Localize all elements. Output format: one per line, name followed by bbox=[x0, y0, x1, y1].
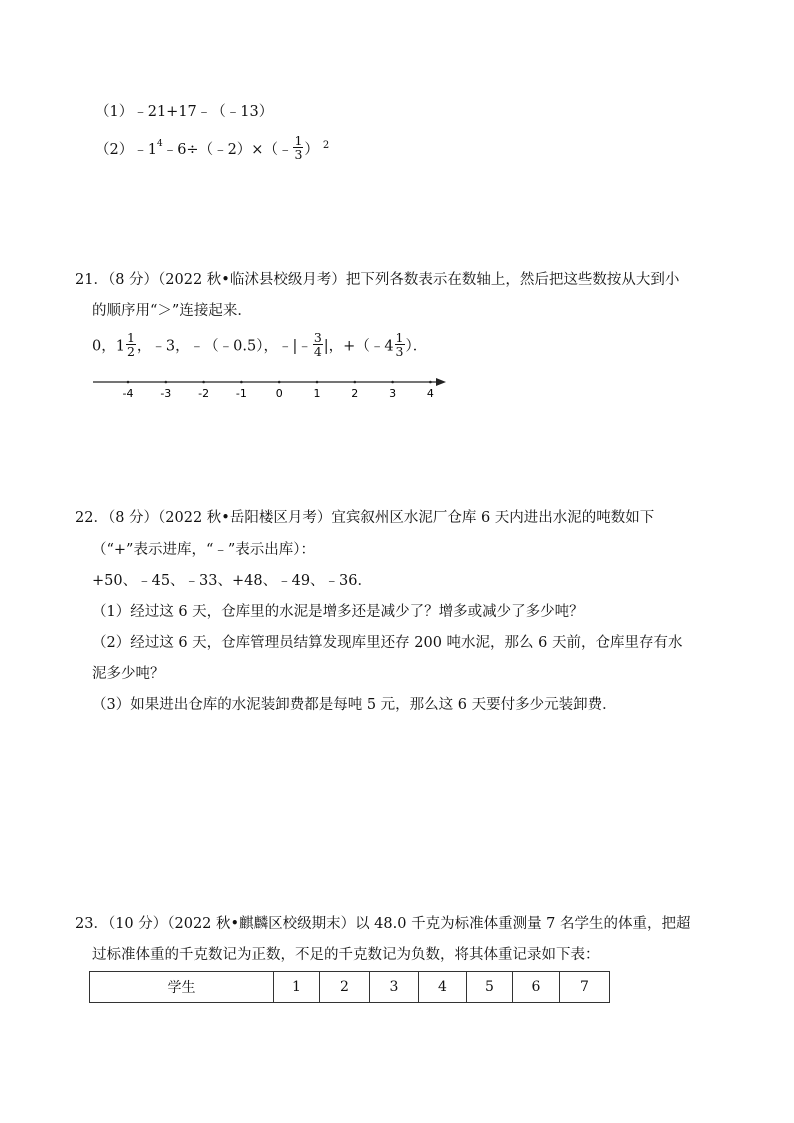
numerator: 1 bbox=[126, 330, 135, 345]
exponent: 4 bbox=[156, 139, 163, 149]
q22-data: +50、﹣45、﹣33、+48、﹣49、﹣36． bbox=[92, 573, 373, 589]
q21-numbers bbox=[92, 330, 428, 360]
tick-mark bbox=[127, 381, 130, 384]
tick-mark bbox=[165, 381, 168, 384]
number-text: ，﹣3，﹣（﹣0.5），﹣|﹣ bbox=[136, 338, 312, 355]
tick-mark bbox=[316, 381, 319, 384]
table-cell-student-3: 3 bbox=[370, 972, 419, 1003]
q21-heading-cont: 的顺序用“＞”连接起来． bbox=[92, 303, 252, 319]
fraction bbox=[313, 331, 323, 358]
q23-heading-cont: 过标准体重的千克数记为正数，不足的千克数记为负数，将其体重记录如下表： bbox=[92, 947, 600, 963]
numerator: 3 bbox=[313, 330, 322, 345]
expression: ） bbox=[304, 141, 319, 158]
table-cell-student-4: 4 bbox=[419, 972, 467, 1003]
expression: ﹣6÷（﹣2）×（﹣ bbox=[162, 141, 293, 158]
fraction bbox=[126, 331, 136, 358]
tick-label: -4 bbox=[122, 387, 134, 400]
number-text: 0，1 bbox=[92, 338, 125, 355]
part-label: （1） bbox=[95, 104, 134, 120]
denominator: 3 bbox=[294, 147, 303, 163]
denominator: 3 bbox=[395, 344, 404, 359]
tick-label: 4 bbox=[426, 387, 434, 400]
number-line bbox=[90, 372, 450, 402]
denominator: 4 bbox=[313, 344, 322, 359]
numerator: 1 bbox=[294, 133, 303, 149]
table-header-cell: 学生 bbox=[90, 972, 274, 1003]
arrow-icon bbox=[436, 378, 446, 386]
student-weight-table bbox=[89, 971, 610, 1003]
tick-mark bbox=[240, 381, 243, 384]
q22-heading-cont: （“+”表示进库，“﹣”表示出库）： bbox=[92, 542, 316, 558]
fraction bbox=[293, 134, 303, 161]
q21-heading: 21．（8 分）（2022 秋•临沭县校级月考）把下列各数表示在数轴上，然后把这些数按从大到小 bbox=[75, 272, 680, 288]
table-cell-student-7: 7 bbox=[560, 972, 610, 1003]
tick-mark bbox=[202, 381, 205, 384]
number-line-ticks bbox=[123, 381, 434, 400]
table-cell-student-2: 2 bbox=[320, 972, 370, 1003]
tick-mark bbox=[391, 381, 394, 384]
table-cell-student-5: 5 bbox=[467, 972, 513, 1003]
tick-mark bbox=[278, 381, 281, 384]
denominator: 2 bbox=[126, 344, 135, 359]
tick-label: 3 bbox=[389, 387, 397, 400]
q23-heading: 23．（10 分）（2022 秋•麒麟区校级期末）以 48.0 千克为标准体重测量 7 名学生的体重，把超 bbox=[75, 916, 691, 932]
tick-label: -2 bbox=[198, 387, 210, 400]
exponent: 2 bbox=[322, 139, 330, 151]
number-text: ）． bbox=[405, 338, 428, 355]
tick-mark bbox=[354, 381, 357, 384]
q22-part2: （2）经过这 6 天，仓库管理员结算发现库里还存 200 吨水泥，那么 6 天前，仓库里存有水 bbox=[92, 635, 683, 651]
tick-mark bbox=[429, 381, 432, 384]
table-cell-student-1: 1 bbox=[274, 972, 320, 1003]
q20-part1 bbox=[95, 102, 273, 122]
fraction bbox=[395, 331, 405, 358]
tick-label: 1 bbox=[313, 387, 321, 400]
q22-heading: 22．（8 分）（2022 秋•岳阳楼区月考）宜宾叙州区水泥厂仓库 6 天内进出水泥的吨数如下 bbox=[75, 510, 655, 526]
q22-part2-cont: 泥多少吨？ bbox=[92, 666, 165, 682]
numerator: 1 bbox=[395, 330, 404, 345]
table-cell-student-6: 6 bbox=[513, 972, 560, 1003]
number-text: |，+（﹣4 bbox=[323, 338, 394, 355]
expression: ﹣21+17﹣（﹣13） bbox=[133, 104, 274, 120]
q22-part3: （3）如果进出仓库的水泥装卸费都是每吨 5 元，那么这 6 天要付多少元装卸费． bbox=[92, 697, 617, 713]
q22-part1: （1）经过这 6 天，仓库里的水泥是增多还是减少了？增多或减少了多少吨？ bbox=[92, 604, 584, 620]
tick-label: 0 bbox=[275, 387, 283, 400]
tick-label: 2 bbox=[351, 387, 359, 400]
expression: ﹣1 bbox=[133, 141, 157, 158]
q20-part2 bbox=[95, 133, 330, 163]
table-row bbox=[90, 972, 610, 1003]
tick-label: -3 bbox=[160, 387, 172, 400]
tick-label: -1 bbox=[235, 387, 247, 400]
part-label: （2） bbox=[95, 141, 134, 158]
